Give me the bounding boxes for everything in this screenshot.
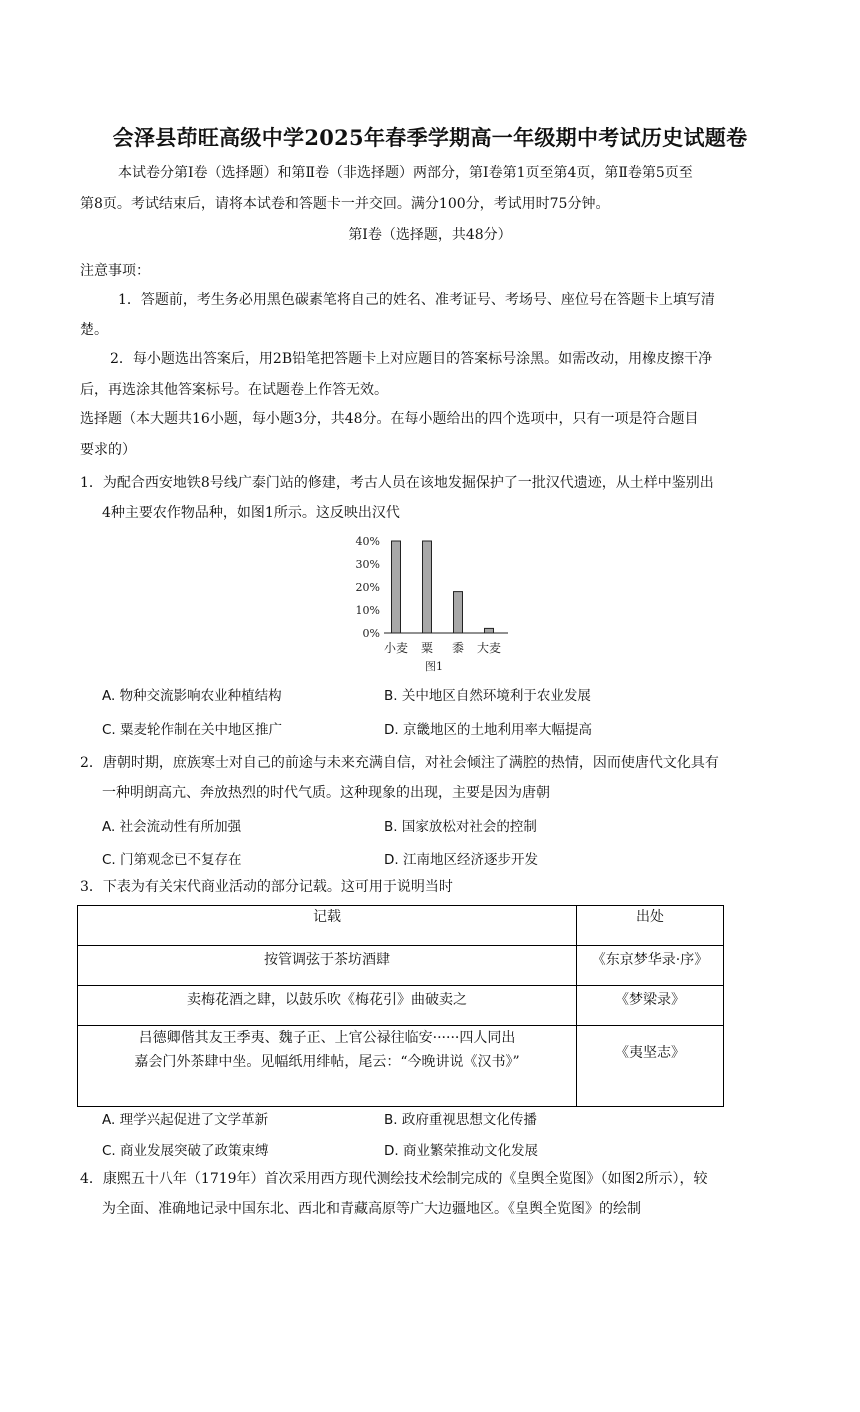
x-tick-label: 大麦 [476, 641, 502, 655]
intro-line-1: 本试卷分第Ⅰ卷（选择题）和第Ⅱ卷（非选择题）两部分，第Ⅰ卷第1页至第4页，第Ⅱ卷第5页至 [118, 165, 693, 181]
figure-1-bar-chart [348, 530, 518, 680]
q2-option-c[interactable]: C. 门第观念已不复存在 [102, 852, 242, 868]
bar-4 [485, 628, 494, 633]
y-tick-label: 20% [355, 581, 380, 594]
q1-option-c[interactable]: C. 粟麦轮作制在关中地区推广 [102, 722, 283, 738]
record-line: 吕德卿偕其友王季夷、魏子正、上官公禄往临安······四人同出 [138, 1030, 516, 1046]
bar-2 [423, 541, 432, 633]
y-tick-label: 30% [355, 558, 380, 571]
record-line: 嘉会门外茶肆中坐。见幅纸用绯帖，尾云：“今晚讲说《汉书》” [134, 1054, 520, 1070]
x-tick-label: 黍 [451, 641, 465, 655]
q3-stem: 3．下表为有关宋代商业活动的部分记载。这可用于说明当时 [80, 879, 453, 895]
choice-intro-line-2: 要求的） [80, 442, 136, 458]
table-header-source: 出处 [577, 906, 724, 946]
x-tick-label: 小麦 [383, 641, 409, 655]
table-cell-record [78, 1026, 577, 1107]
table-cell-source: 《梦梁录》 [577, 986, 724, 1026]
page-title: 会泽县茚旺高级中学2025年春季学期高一年级期中考试历史试题卷 [112, 125, 748, 150]
y-tick-label: 0% [362, 627, 380, 640]
x-tick-label: 粟 [420, 641, 434, 655]
intro-line-2: 第8页。考试结束后，请将本试卷和答题卡一并交回。满分100分，考试用时75分钟。 [80, 196, 610, 212]
table-cell-record: 按管调弦于茶坊酒肆 [78, 946, 577, 986]
note-1-line-2: 楚。 [80, 322, 108, 338]
q2-option-d[interactable]: D. 江南地区经济逐步开发 [384, 852, 538, 868]
q2-stem-line-1: 2．唐朝时期，庶族寒士对自己的前途与未来充满自信，对社会倾注了满腔的热情，因而使唐代文化具有 [80, 755, 719, 771]
q1-option-b[interactable]: B. 关中地区自然环境利于农业发展 [384, 688, 591, 704]
q1-option-d[interactable]: D. 京畿地区的土地利用率大幅提高 [384, 722, 592, 738]
q2-option-b[interactable]: B. 国家放松对社会的控制 [384, 819, 537, 835]
q4-stem-line-1: 4．康熙五十八年（1719年）首次采用西方现代测绘技术绘制完成的《皇舆全览图》（如图2所示），较 [80, 1171, 708, 1187]
table-cell-record: 卖梅花酒之肆，以鼓乐吹《梅花引》曲破卖之 [78, 986, 577, 1026]
q3-record-table [77, 905, 724, 1107]
note-2-line-1: 2．每小题选出答案后，用2B铅笔把答题卡上对应题目的答案标号涂黑。如需改动，用橡皮擦干净 [110, 351, 713, 367]
y-tick-label: 40% [355, 535, 380, 548]
q3-option-b[interactable]: B. 政府重视思想文化传播 [384, 1112, 537, 1128]
q3-option-d[interactable]: D. 商业繁荣推动文化发展 [384, 1143, 538, 1159]
note-1-line-1: 1．答题前，考生务必用黑色碳素笔将自己的姓名、准考证号、考场号、座位号在答题卡上填写清 [118, 292, 715, 308]
table-cell-source: 《夷坚志》 [577, 1026, 724, 1107]
q1-option-a[interactable]: A. 物种交流影响农业种植结构 [102, 688, 282, 704]
table-header-record: 记载 [78, 906, 577, 946]
q2-option-a[interactable]: A. 社会流动性有所加强 [102, 819, 242, 835]
q1-stem-line-1: 1．为配合西安地铁8号线广泰门站的修建，考古人员在该地发掘保护了一批汉代遗迹，从土样中鉴别出 [80, 475, 714, 491]
choice-intro-line-1: 选择题（本大题共16小题，每小题3分，共48分。在每小题给出的四个选项中，只有一项是符合题目 [80, 411, 699, 427]
table-cell-source: 《东京梦华录·序》 [577, 946, 724, 986]
bar-1 [392, 541, 401, 633]
q1-stem-line-2: 4种主要农作物品种，如图1所示。这反映出汉代 [102, 505, 400, 521]
note-2-line-2: 后，再选涂其他答案标号。在试题卷上作答无效。 [80, 382, 388, 398]
notes-heading: 注意事项： [80, 263, 150, 279]
y-tick-label: 10% [355, 604, 380, 617]
q4-stem-line-2: 为全面、准确地记录中国东北、西北和青藏高原等广大边疆地区。《皇舆全览图》的绘制 [102, 1201, 641, 1217]
q2-stem-line-2: 一种明朗高亢、奔放热烈的时代气质。这种现象的出现，主要是因为唐朝 [102, 785, 550, 801]
section-heading: 第Ⅰ卷（选择题，共48分） [348, 227, 512, 243]
figure-caption: 图1 [425, 660, 443, 673]
q3-option-a[interactable]: A. 理学兴起促进了文学革新 [102, 1112, 269, 1128]
q3-option-c[interactable]: C. 商业发展突破了政策束缚 [102, 1143, 269, 1159]
bar-3 [454, 592, 463, 633]
